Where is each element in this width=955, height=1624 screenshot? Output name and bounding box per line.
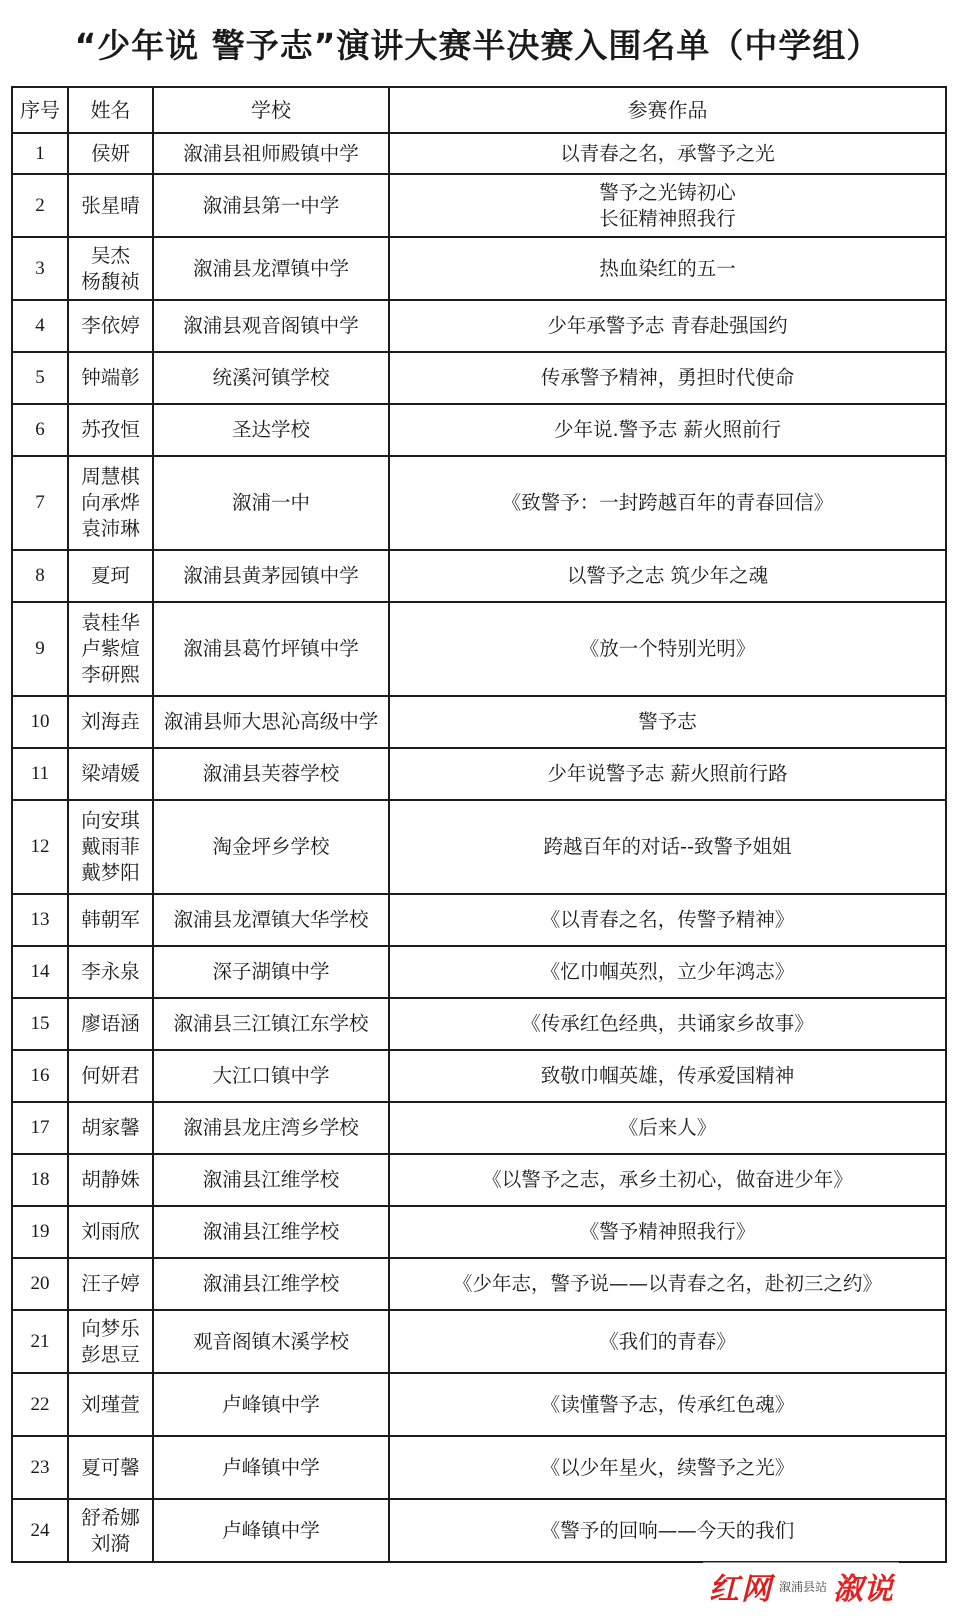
contestant-name: 刘雨欣	[81, 1220, 140, 1243]
contestant-name: 戴雨菲	[81, 835, 140, 858]
contestant-name: 苏孜恒	[81, 418, 140, 441]
table-row	[12, 1102, 946, 1154]
entry-title	[389, 1206, 946, 1258]
row-number: 19	[12, 1206, 68, 1258]
entry-title-line: 致敬巾帼英雄，传承爱国精神	[540, 1064, 795, 1087]
school-name: 溆浦县龙潭镇中学	[153, 237, 389, 300]
contestant-name: 袁桂华	[81, 611, 140, 634]
table-row	[12, 1258, 946, 1310]
row-number: 2	[12, 174, 68, 237]
school-name: 溆浦县第一中学	[153, 174, 389, 237]
row-number: 8	[12, 550, 68, 602]
entry-title	[389, 894, 946, 946]
row-number: 6	[12, 404, 68, 456]
entry-title	[389, 748, 946, 800]
entry-title-line: 以警予之志 筑少年之魂	[566, 564, 769, 587]
table-row	[12, 748, 946, 800]
contestant-name: 戴梦阳	[81, 861, 140, 884]
entry-title-line: 长征精神照我行	[599, 206, 736, 230]
header-name: 姓名	[68, 87, 153, 133]
school-name: 卢峰镇中学	[153, 1436, 389, 1499]
school-name: 溆浦县芙蓉学校	[153, 748, 389, 800]
table-row	[12, 1436, 946, 1499]
entry-title	[389, 696, 946, 748]
table-row	[12, 696, 946, 748]
table-row	[12, 174, 946, 237]
table-row	[12, 237, 946, 300]
entry-title-line: 《以警予之志，承乡土初心，做奋进少年》	[482, 1168, 853, 1191]
contestant-name: 李依婷	[81, 314, 140, 337]
table-row	[12, 1154, 946, 1206]
contestant-names	[68, 237, 153, 300]
contestant-name: 向安琪	[81, 809, 140, 832]
watermark-tag: 溆说	[833, 1572, 893, 1607]
watermark-subtitle: 溆浦县站	[778, 1579, 827, 1594]
entry-title	[389, 1258, 946, 1310]
entry-title-line: 《致警予：一封跨越百年的青春回信》	[501, 491, 834, 514]
contestant-names	[68, 1102, 153, 1154]
contestant-name: 何妍君	[81, 1064, 140, 1087]
entry-title-line: 传承警予精神，勇担时代使命	[540, 366, 795, 389]
contestant-name: 吴杰	[90, 243, 130, 267]
table-row	[12, 300, 946, 352]
table-row	[12, 602, 946, 696]
row-number: 12	[12, 800, 68, 894]
table-row	[12, 404, 946, 456]
school-name: 卢峰镇中学	[153, 1373, 389, 1436]
row-number: 22	[12, 1373, 68, 1436]
contestant-names	[68, 800, 153, 894]
contestant-name: 钟端彰	[81, 366, 140, 389]
row-number: 10	[12, 696, 68, 748]
school-name: 溆浦县祖师殿镇中学	[153, 133, 389, 174]
contestant-names	[68, 1154, 153, 1206]
contestant-name: 张星晴	[81, 193, 140, 217]
entry-title-line: 《后来人》	[618, 1116, 717, 1139]
contestant-names	[68, 1499, 153, 1562]
table-row	[12, 1373, 946, 1436]
table-row	[12, 998, 946, 1050]
row-number: 13	[12, 894, 68, 946]
watermark	[703, 1562, 899, 1610]
entry-title-line: 《警予精神照我行》	[579, 1220, 756, 1243]
entry-title-line: 以青春之名，承警予之光	[560, 141, 775, 165]
contestant-name: 汪子婷	[81, 1272, 140, 1295]
entry-title	[389, 133, 946, 174]
contestant-name: 韩朝军	[81, 908, 140, 931]
contestant-names	[68, 174, 153, 237]
row-number: 23	[12, 1436, 68, 1499]
entry-title	[389, 800, 946, 894]
school-name: 溆浦县师大思沁高级中学	[153, 696, 389, 748]
entry-title	[389, 300, 946, 352]
school-name: 溆浦一中	[153, 456, 389, 550]
table-row	[12, 550, 946, 602]
contestant-name: 夏珂	[90, 564, 130, 587]
row-number: 4	[12, 300, 68, 352]
header-work: 参赛作品	[389, 87, 946, 133]
contestant-name: 舒希娜	[81, 1505, 140, 1529]
contestant-name: 袁沛琳	[81, 517, 140, 540]
contestant-names	[68, 456, 153, 550]
entry-title	[389, 602, 946, 696]
row-number: 1	[12, 133, 68, 174]
contestant-names	[68, 1436, 153, 1499]
contestant-names	[68, 1050, 153, 1102]
contestant-name: 刘海垚	[81, 710, 140, 733]
contestant-name: 彭思豆	[81, 1342, 140, 1366]
entry-title-line: 《传承红色经典，共诵家乡故事》	[521, 1012, 814, 1035]
contestant-name: 李研熙	[81, 663, 140, 686]
entry-title	[389, 946, 946, 998]
contestant-names	[68, 894, 153, 946]
entry-title-line: 《放一个特别光明》	[579, 637, 756, 660]
school-name: 观音阁镇木溪学校	[153, 1310, 389, 1373]
entry-title-line: 《我们的青春》	[599, 1329, 736, 1353]
table-row	[12, 894, 946, 946]
entry-title	[389, 1436, 946, 1499]
entry-title	[389, 1050, 946, 1102]
contestant-names	[68, 1310, 153, 1373]
watermark-logo: 红网	[708, 1572, 773, 1607]
contestant-names	[68, 602, 153, 696]
contestant-names	[68, 1206, 153, 1258]
contestant-names	[68, 946, 153, 998]
entry-title	[389, 237, 946, 300]
entry-title	[389, 1154, 946, 1206]
contestant-name: 夏可馨	[81, 1455, 140, 1479]
row-number: 9	[12, 602, 68, 696]
entry-title	[389, 550, 946, 602]
table-row	[12, 352, 946, 404]
school-name: 溆浦县葛竹坪镇中学	[153, 602, 389, 696]
page-title: “少年说 警予志”演讲大赛半决赛入围名单（中学组）	[74, 25, 881, 65]
header-school: 学校	[153, 87, 389, 133]
entry-title-line: 《读懂警予志，传承红色魂》	[540, 1392, 795, 1416]
entry-title	[389, 404, 946, 456]
contestant-name: 侯妍	[90, 141, 130, 165]
contestant-name: 卢紫煊	[81, 637, 140, 660]
school-name: 大江口镇中学	[153, 1050, 389, 1102]
entry-title-line: 《以青春之名，传警予精神》	[540, 908, 795, 931]
table-row	[12, 1310, 946, 1373]
contestant-name: 胡家馨	[81, 1116, 140, 1139]
entry-title	[389, 998, 946, 1050]
row-number: 18	[12, 1154, 68, 1206]
contestant-name: 廖语涵	[81, 1012, 140, 1035]
contestant-name: 向梦乐	[81, 1316, 140, 1340]
entry-title	[389, 456, 946, 550]
table-body	[12, 133, 946, 1562]
table-row	[12, 456, 946, 550]
contestant-names	[68, 1258, 153, 1310]
row-number: 21	[12, 1310, 68, 1373]
row-number: 20	[12, 1258, 68, 1310]
contestant-names	[68, 748, 153, 800]
row-number: 15	[12, 998, 68, 1050]
contestant-name: 周慧棋	[81, 465, 140, 488]
entry-title	[389, 1373, 946, 1436]
entry-title	[389, 1499, 946, 1562]
school-name: 溆浦县江维学校	[153, 1154, 389, 1206]
table-row	[12, 1050, 946, 1102]
school-name: 溆浦县江维学校	[153, 1258, 389, 1310]
contestant-names	[68, 300, 153, 352]
table-row	[12, 1206, 946, 1258]
school-name: 溆浦县江维学校	[153, 1206, 389, 1258]
entry-title-line: 警予之光铸初心	[599, 180, 736, 204]
school-name: 溆浦县观音阁镇中学	[153, 300, 389, 352]
contestant-names	[68, 696, 153, 748]
entry-title-line: 《忆巾帼英烈，立少年鸿志》	[540, 960, 795, 983]
entry-title-line: 少年承警予志 青春赴强国约	[547, 314, 788, 337]
contestant-names	[68, 550, 153, 602]
school-name: 统溪河镇学校	[153, 352, 389, 404]
table-row	[12, 133, 946, 174]
row-number: 5	[12, 352, 68, 404]
row-number: 16	[12, 1050, 68, 1102]
entry-title	[389, 1102, 946, 1154]
entry-title-line: 《警予的回响——今天的我们	[540, 1518, 795, 1542]
row-number: 14	[12, 946, 68, 998]
contestant-name: 刘瑾萱	[81, 1392, 140, 1416]
row-number: 7	[12, 456, 68, 550]
entry-title-line: 少年说警予志 薪火照前行路	[547, 762, 788, 785]
entry-title-line: 跨越百年的对话--致警予姐姐	[543, 835, 792, 858]
finalist-table	[11, 86, 947, 1563]
school-name: 卢峰镇中学	[153, 1499, 389, 1562]
contestant-name: 李永泉	[81, 960, 140, 983]
contestant-names	[68, 133, 153, 174]
row-number: 11	[12, 748, 68, 800]
table-row	[12, 946, 946, 998]
school-name: 溆浦县三江镇江东学校	[153, 998, 389, 1050]
school-name: 溆浦县龙庄湾乡学校	[153, 1102, 389, 1154]
school-name: 圣达学校	[153, 404, 389, 456]
row-number: 17	[12, 1102, 68, 1154]
header-number: 序号	[12, 87, 68, 133]
row-number: 3	[12, 237, 68, 300]
entry-title-line: 《少年志，警予说——以青春之名，赴初三之约》	[452, 1272, 882, 1295]
school-name: 深子湖镇中学	[153, 946, 389, 998]
school-name: 溆浦县黄茅园镇中学	[153, 550, 389, 602]
contestant-name: 向承烨	[81, 491, 140, 514]
contestant-name: 梁靖媛	[81, 762, 140, 785]
contestant-names	[68, 998, 153, 1050]
contestant-names	[68, 404, 153, 456]
contestant-name: 杨馥祯	[81, 269, 140, 293]
contestant-names	[68, 352, 153, 404]
entry-title	[389, 174, 946, 237]
entry-title-line: 警予志	[638, 710, 697, 733]
entry-title	[389, 352, 946, 404]
table-row	[12, 800, 946, 894]
contestant-name: 胡静姝	[81, 1168, 140, 1191]
table-header-row	[12, 87, 946, 133]
entry-title-line: 《以少年星火，续警予之光》	[540, 1455, 795, 1479]
school-name: 淘金坪乡学校	[153, 800, 389, 894]
entry-title	[389, 1310, 946, 1373]
school-name: 溆浦县龙潭镇大华学校	[153, 894, 389, 946]
row-number: 24	[12, 1499, 68, 1562]
table-row	[12, 1499, 946, 1562]
contestant-name: 刘漪	[90, 1531, 130, 1555]
entry-title-line: 热血染红的五一	[599, 256, 736, 280]
contestant-names	[68, 1373, 153, 1436]
entry-title-line: 少年说.警予志 薪火照前行	[554, 418, 781, 441]
